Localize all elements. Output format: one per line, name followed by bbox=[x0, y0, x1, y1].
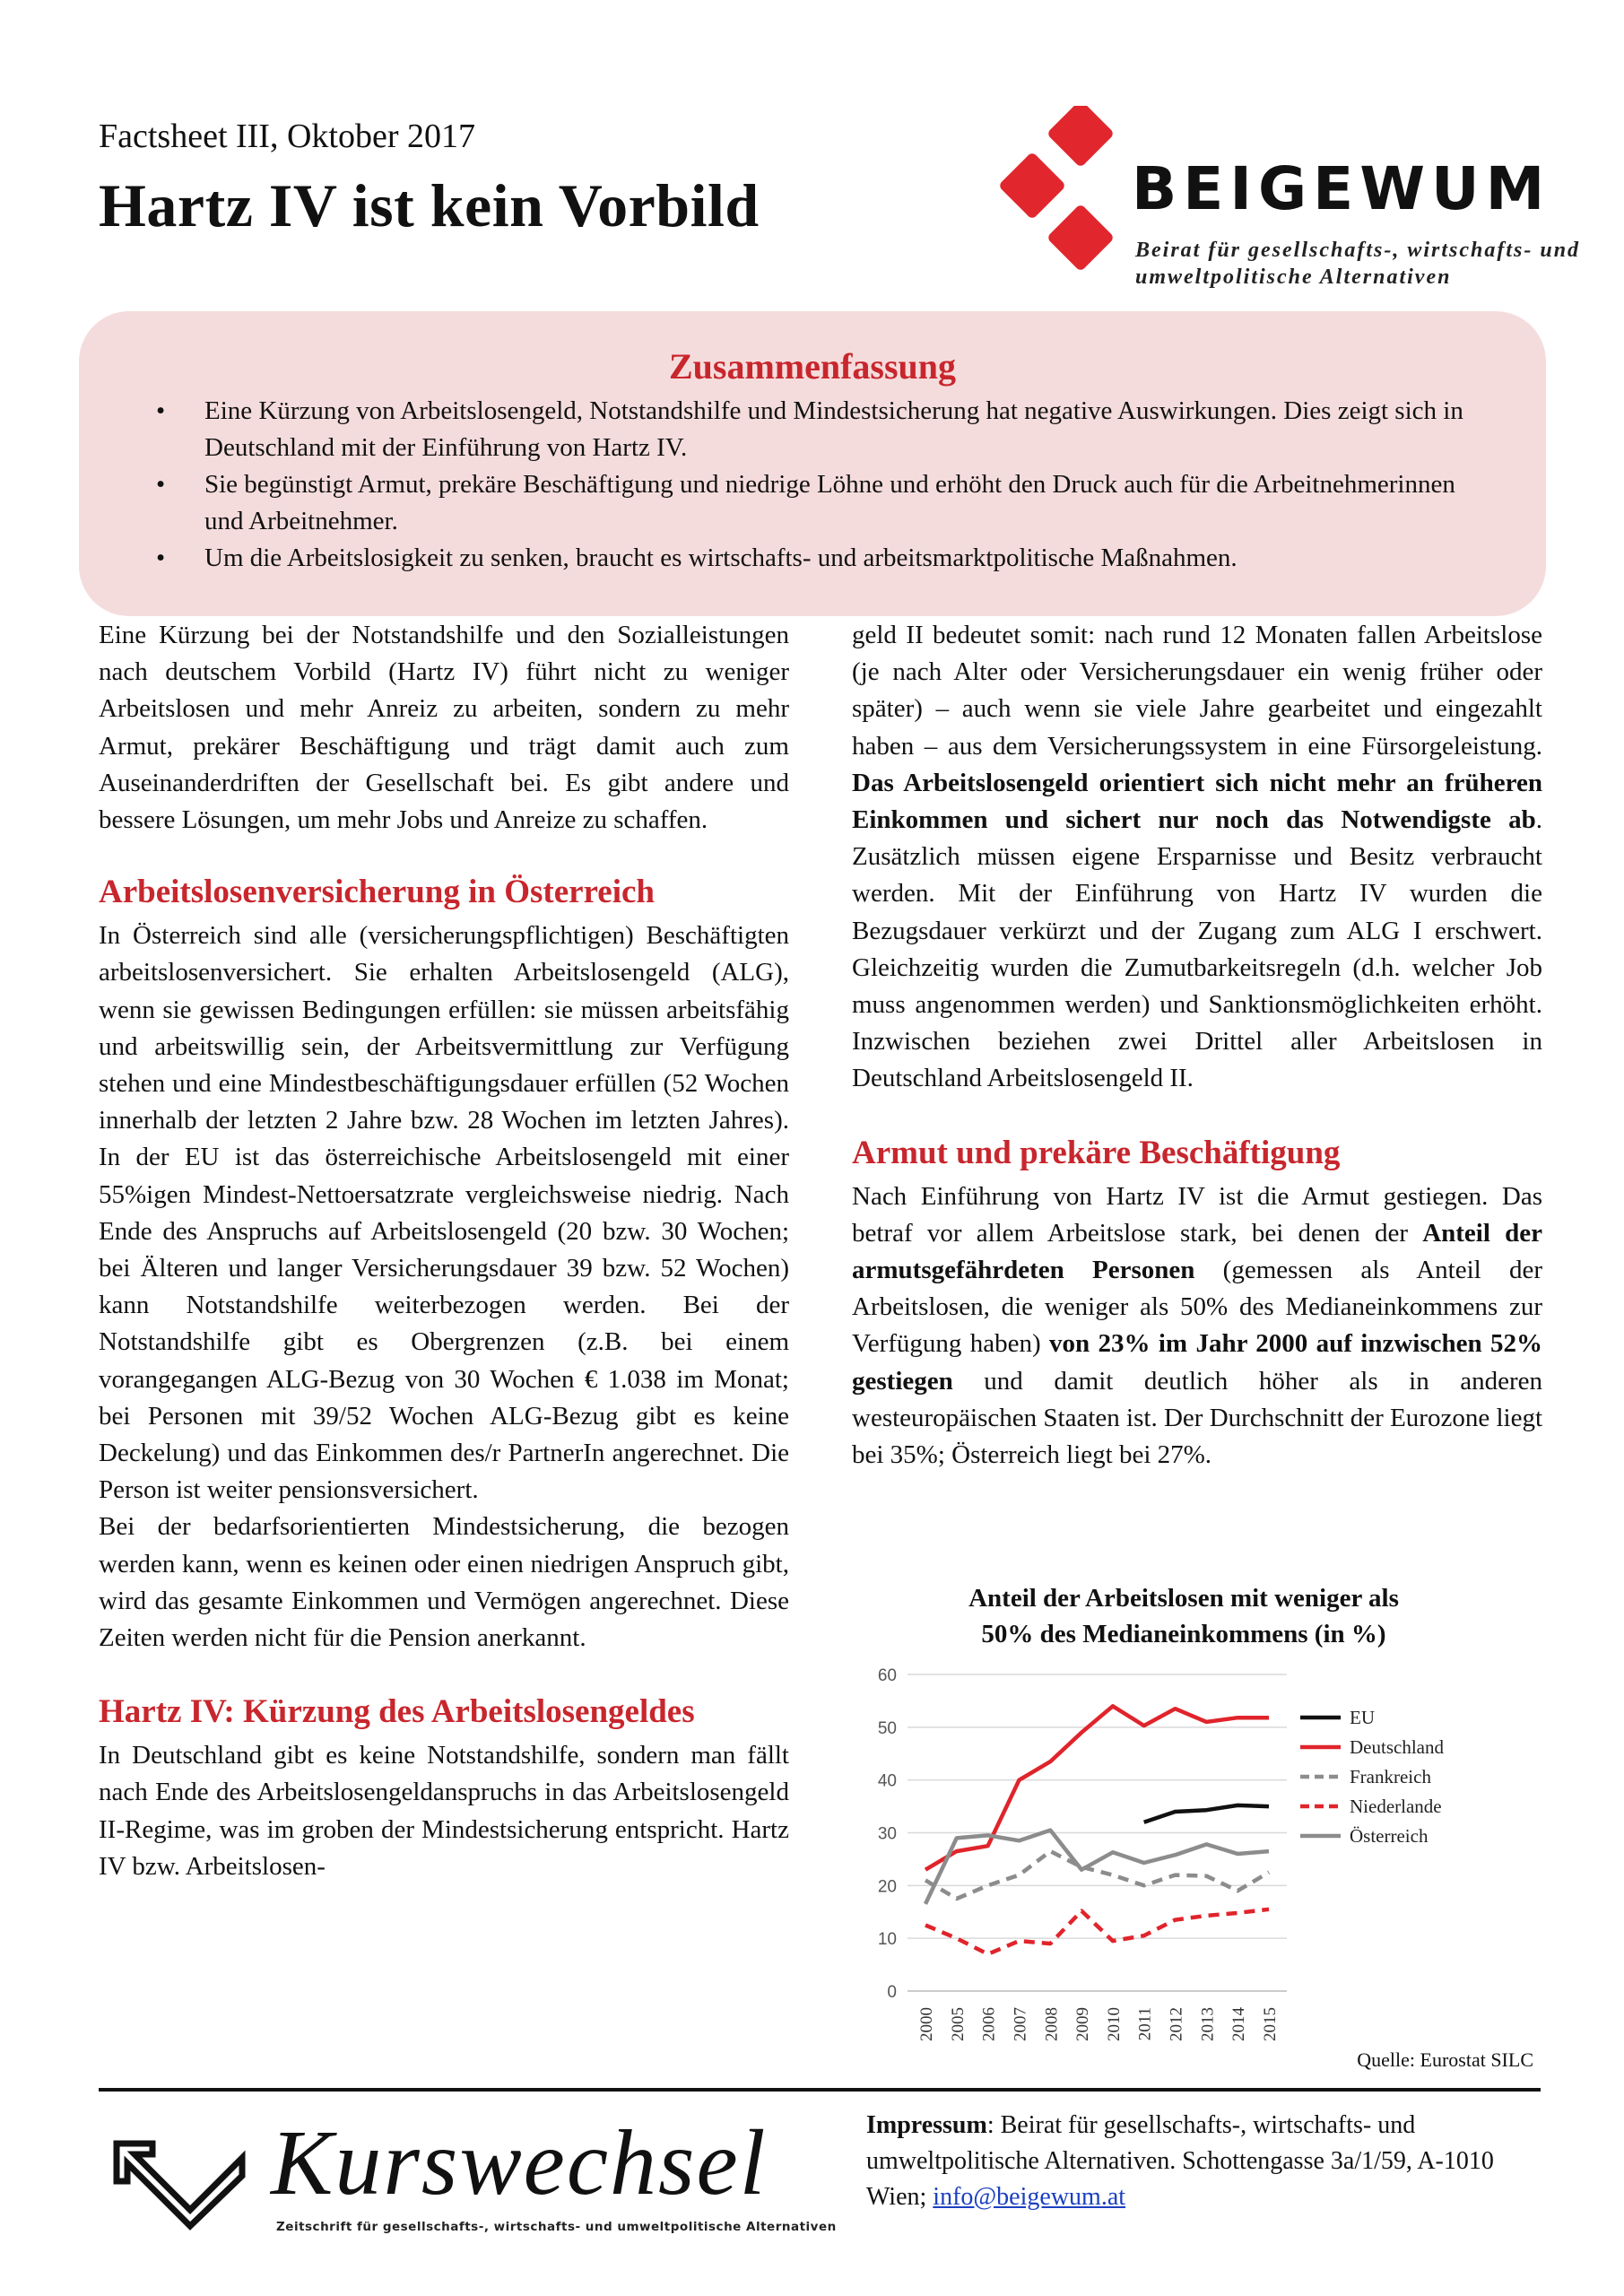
chart-title-line-1: Anteil der Arbeitslosen mit weniger als bbox=[968, 1584, 1399, 1613]
beigewum-logo-subtitle bbox=[1135, 237, 1580, 291]
bold-text-run: von 23% im Jahr 2000 auf inzwischen 52% gestiegen bbox=[852, 1329, 1542, 1396]
left-column bbox=[99, 617, 789, 1885]
chart-source: Quelle: Eurostat SILC bbox=[1357, 2048, 1533, 2071]
x-tick-label: 2009 bbox=[1073, 2007, 1093, 2041]
chart-series bbox=[925, 1706, 1269, 1954]
x-tick-label: 2005 bbox=[948, 2007, 968, 2041]
x-tick-label: 2011 bbox=[1135, 2007, 1155, 2041]
bold-text-run: Das Arbeitslosengeld orientiert sich nicht mehr an früheren Einkommen und sichert nur noch das Notwendigste ab bbox=[852, 768, 1542, 835]
text-run: . Zusätzlich müssen eigene Ersparnisse und Besitz verbraucht werden. Mit der Einführung von Hartz IV wurden die Bezugsdauer verkürzt und der Zugang zum ALG I erschwert. Gleichzeitig wurden die Zumutbarkeitsregeln (d.h. welcher Job muss angenommen werden) und Sanktionsmöglichkeiten erhöht. Inzwischen beziehen zwei Drittel aller Arbeitslosen in Deutschland Arbeitslosengeld II. bbox=[852, 805, 1542, 1093]
series-line-eu bbox=[1144, 1805, 1269, 1822]
x-tick-label: 2000 bbox=[917, 2007, 936, 2041]
x-tick-label: 2008 bbox=[1042, 2007, 1062, 2041]
text-run: geld II bedeutet somit: nach rund 12 Monaten fallen Arbeitslose (je nach Alter oder Versicherungsdauer ein wenig früher oder später) – auch wenn sie viele Jahre gearbeitet und eingezahlt haben – aus dem Versicherungssystem in eine Fürsorgeleistung. bbox=[852, 621, 1542, 761]
y-tick-label: 30 bbox=[877, 1824, 897, 1844]
legend-label: Österreich bbox=[1350, 1825, 1429, 1847]
x-tick-label: 2007 bbox=[1011, 2007, 1030, 2041]
text-run: (gemessen als Anteil der Arbeitslosen, die weniger als 50% des Medianeinkommens zur Verfügung haben) bbox=[852, 1256, 1542, 1359]
heading-armut: Armut und prekäre Beschäftigung bbox=[852, 1134, 1341, 1171]
paragraph-mindestsicherung: Bei der bedarfsorientierten Mindestsicherung, die bezogen werden kann, wenn es keinen oder einen niedrigen Anspruch gibt, wird das gesamte Einkommen und Vermögen angerechnet. Diese Zeiten werden nicht für die Pension anerkannt. bbox=[99, 1512, 789, 1653]
email-link[interactable]: info@beigewum.at bbox=[933, 2183, 1126, 2211]
legend-label: EU bbox=[1350, 1707, 1375, 1728]
paragraph-hartz-continued bbox=[852, 617, 1542, 1098]
x-tick-label: 2013 bbox=[1198, 2007, 1218, 2041]
logo-subtitle-line-2: umweltpolitische Alternativen bbox=[1135, 265, 1452, 289]
impressum-label: Impressum bbox=[866, 2111, 987, 2139]
text-run: und damit deutlich höher als in anderen westeuropäischen Staaten ist. Der Durchschnitt der Eurozone liegt bei 35%; Österreich liegt bei 27%. bbox=[852, 1366, 1542, 1470]
poverty-line-chart bbox=[852, 1583, 1551, 2085]
summary-list bbox=[133, 393, 1492, 577]
series-line-niederlande bbox=[925, 1909, 1269, 1954]
series-line-österreich bbox=[925, 1831, 1269, 1904]
chart-legend bbox=[1300, 1707, 1444, 1847]
chart-title-line-2: 50% des Medianeinkommens (in %) bbox=[981, 1620, 1386, 1648]
x-tick-label: 2015 bbox=[1261, 2007, 1280, 2041]
text-run: Nach Einführung von Hartz IV ist die Armut gestiegen. Das betraf vor allem Arbeitslose stark, bei denen der bbox=[852, 1181, 1542, 1248]
kurswechsel-logo-subtitle: Zeitschrift für gesellschafts-, wirtschafts- und umweltpolitische Alternativen bbox=[276, 2220, 837, 2234]
bold-text-run: Anteil der armutsgefährdeten Personen bbox=[852, 1218, 1543, 1285]
x-tick-label: 2012 bbox=[1167, 2007, 1186, 2041]
legend-label: Niederlande bbox=[1350, 1796, 1442, 1817]
summary-bullet: • Sie begünstigt Armut, prekäre Beschäftigung und niedrige Löhne und erhöht den Druck auch für die Arbeitnehmerinnen und Arbeitnehmer. bbox=[204, 466, 1492, 540]
impressum bbox=[866, 2108, 1530, 2215]
x-tick-label: 2010 bbox=[1104, 2007, 1124, 2041]
y-tick-label: 10 bbox=[877, 1930, 897, 1950]
page-title: Hartz IV ist kein Vorbild bbox=[99, 171, 760, 239]
paragraph-hartz-iv: In Deutschland gibt es keine Notstandshilfe, sondern man fällt nach Ende des Arbeitslosengeldanspruchs in das Arbeitslosengeld II-Regime, was im groben der Mindestsicherung entspricht. Hartz IV bzw. Arbeitslosen- bbox=[99, 1741, 789, 1881]
y-tick-label: 0 bbox=[887, 1983, 897, 2002]
legend-label: Deutschland bbox=[1350, 1736, 1444, 1758]
summary-box bbox=[79, 311, 1546, 616]
kurswechsel-arrow-icon bbox=[108, 2126, 251, 2233]
heading-hartz-iv: Hartz IV: Kürzung des Arbeitslosengeldes bbox=[99, 1693, 695, 1731]
intro-paragraph: Eine Kürzung bei der Notstandshilfe und den Sozialleistungen nach deutschem Vorbild (Hartz IV) führt nicht zu weniger Arbeitslosen und mehr Anreiz zu arbeiten, sondern zu mehr Armut, prekärer Beschäftigung und trägt damit auch zum Auseinanderdriften der Gesellschaft bei. Es gibt andere und bessere Lösungen, um mehr Jobs und Anreize zu schaffen. bbox=[99, 621, 789, 835]
series-line-deutschland bbox=[925, 1706, 1269, 1869]
y-tick-label: 50 bbox=[877, 1718, 897, 1738]
y-tick-label: 60 bbox=[877, 1666, 897, 1685]
kurswechsel-logo-name: Kurswechsel bbox=[271, 2111, 768, 2214]
summary-title: Zusammenfassung bbox=[668, 346, 957, 387]
impressum-text: : Beirat für gesellschafts-, wirtschafts- und umweltpolitische Alternativen. Schottengasse 3a/1/59, A-1010 Wien; bbox=[866, 2111, 1494, 2211]
series-line-frankreich bbox=[925, 1851, 1269, 1899]
x-axis bbox=[908, 1991, 1287, 2041]
summary-bullet: • Eine Kürzung von Arbeitslosengeld, Notstandshilfe und Mindestsicherung hat negative Auswirkungen. Dies zeigt sich in Deutschland mit der Einführung von Hartz IV. bbox=[204, 393, 1492, 466]
paragraph-arbeitslosenversicherung: In Österreich sind alle (versicherungspflichtigen) Beschäftigten arbeitslosenversichert. Sie erhalten Arbeitslosengeld (ALG), wenn sie gewissen Bedingungen erfüllen: sie müssen arbeitsfähig und arbeitswillig sein, der Arbeitsvermittlung zur Verfügung stehen und eine Mindestbeschäftigungsdauer erfüllen (52 Wochen innerhalb der letzten 2 Jahre bzw. 28 Wochen im letzten Jahres). In der EU ist das österreichische Arbeitslosengeld mit einer 55%igen Mindest-Nettoersatzrate vergleichsweise niedrig. Nach Ende des Anspruchs auf Arbeitslosengeld (20 bzw. 30 Wochen; bei Älteren und langer Versicherungsdauer 39 bzw. 52 Wochen) kann Notstandshilfe weiterbezogen werden. Bei der Notstandshilfe gibt es Obergrenzen (z.B. bei einem vorangegangen ALG-Bezug von 30 Wochen € 1.038 im Monat; bei Personen mit 39/52 Wochen ALG-Bezug gibt es keine Deckelung) und das Einkommen des/r PartnerIn angerechnet. Die Person ist weiter pensionsversichert. bbox=[99, 921, 789, 1505]
logo-subtitle-line-1: Beirat für gesellschafts-, wirtschafts- und bbox=[1135, 239, 1581, 262]
y-axis bbox=[878, 1666, 897, 2002]
right-column bbox=[852, 617, 1542, 1474]
heading-arbeitslosenversicherung: Arbeitslosenversicherung in Österreich bbox=[99, 874, 656, 911]
x-tick-label: 2014 bbox=[1229, 2007, 1249, 2041]
y-tick-label: 40 bbox=[877, 1771, 897, 1791]
factsheet-label: Factsheet III, Oktober 2017 bbox=[99, 117, 475, 155]
footer-divider bbox=[99, 2088, 1541, 2092]
beigewum-logo-name: BEIGEWUM bbox=[1132, 154, 1551, 223]
summary-bullet: • Um die Arbeitslosigkeit zu senken, braucht es wirtschafts- und arbeitsmarktpolitische Maßnahmen. bbox=[204, 540, 1492, 577]
paragraph-armut bbox=[852, 1178, 1542, 1474]
legend-label: Frankreich bbox=[1350, 1766, 1431, 1787]
y-tick-label: 20 bbox=[877, 1877, 897, 1897]
x-tick-label: 2006 bbox=[979, 2007, 999, 2041]
